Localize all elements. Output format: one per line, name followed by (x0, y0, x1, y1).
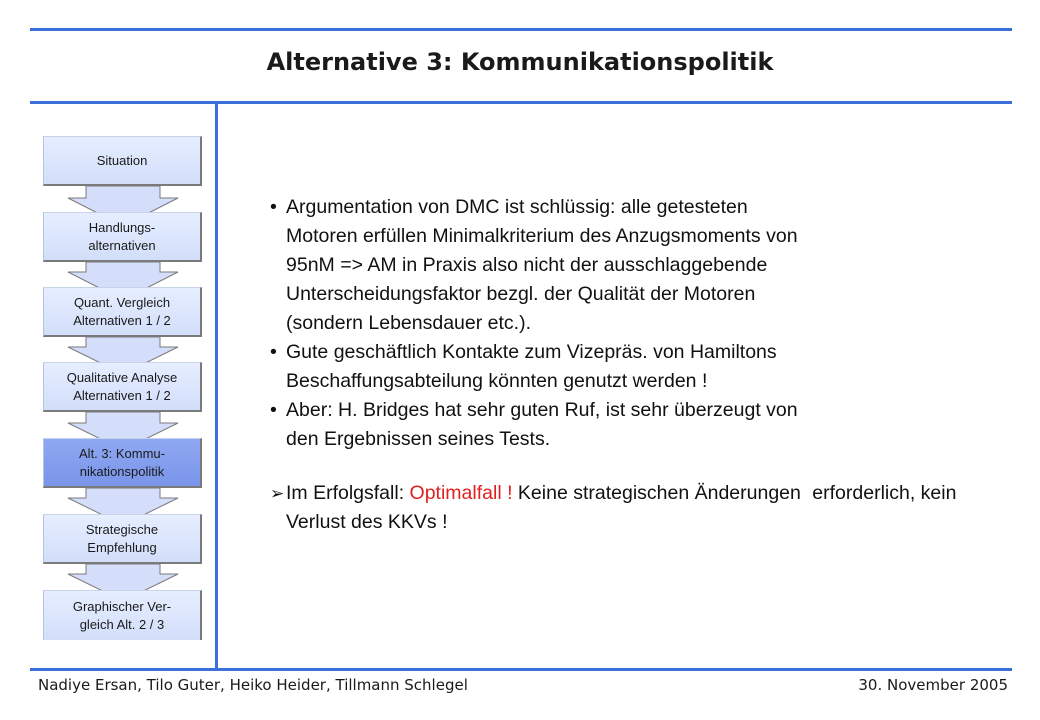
flow-step-handlungsalternativen[interactable]: Handlungs- alternativen (43, 212, 202, 262)
bullet-item (270, 338, 990, 396)
bullet-dot: • (270, 196, 277, 218)
divider-vertical (215, 102, 218, 670)
bullet-item (270, 193, 990, 338)
flow-step-situation[interactable]: Situation (43, 136, 202, 186)
conclusion-line-2: erforderlich, kein Verlust des KKVs ! (286, 482, 957, 533)
conclusion-prefix: Im Erfolgsfall: (286, 482, 410, 504)
process-flow (0, 0, 215, 720)
content-body (270, 193, 990, 537)
bullet-dot: • (270, 399, 277, 421)
footer-date: 30. November 2005 (858, 676, 1008, 694)
bullet-line: Motoren erfüllen Minimalkriterium des Anzugsmoments von (286, 225, 798, 247)
flow-step-graphischer-vergleich[interactable]: Graphischer Ver- gleich Alt. 2 / 3 (43, 590, 202, 640)
bullet-item (270, 396, 990, 454)
bullet-dot: • (270, 341, 277, 363)
conclusion-line (286, 482, 801, 504)
arrow-bullet-icon: ➢ (270, 484, 285, 503)
bullet-line: Gute geschäftlich Kontakte zum Vizepräs. von Hamiltons (286, 341, 777, 363)
conclusion-suffix: Keine strategischen Änderungen (512, 482, 801, 504)
flow-step-qualitative-analyse[interactable]: Qualitative Analyse Alternativen 1 / 2 (43, 362, 202, 412)
flow-step-strategische-empfehlung[interactable]: Strategische Empfehlung (43, 514, 202, 564)
conclusion-item (270, 479, 990, 537)
page-title: Alternative 3: Kommunikationspolitik (266, 48, 774, 76)
bullet-line: den Ergebnissen seines Tests. (286, 428, 551, 450)
conclusion-highlight: Optimalfall ! (409, 482, 513, 504)
footer-authors: Nadiye Ersan, Tilo Guter, Heiko Heider, Tillmann Schlegel (38, 676, 468, 694)
bullet-line: 95nM => AM in Praxis also nicht der ausschlaggebende (286, 254, 768, 276)
bullet-line: Aber: H. Bridges hat sehr guten Ruf, ist sehr überzeugt von (286, 399, 798, 421)
footer-rule (30, 668, 1012, 671)
spacer (270, 454, 990, 479)
bullet-line: (sondern Lebensdauer etc.). (286, 312, 531, 334)
bullet-line: Beschaffungsabteilung könnten genutzt werden ! (286, 370, 708, 392)
flow-step-kommunikationspolitik[interactable]: Alt. 3: Kommu- nikationspolitik (43, 438, 202, 488)
flow-step-quant-vergleich[interactable]: Quant. Vergleich Alternativen 1 / 2 (43, 287, 202, 337)
bullet-line: Argumentation von DMC ist schlüssig: alle getesteten (286, 196, 748, 218)
bullet-line: Unterscheidungsfaktor bezgl. der Qualität der Motoren (286, 283, 756, 305)
